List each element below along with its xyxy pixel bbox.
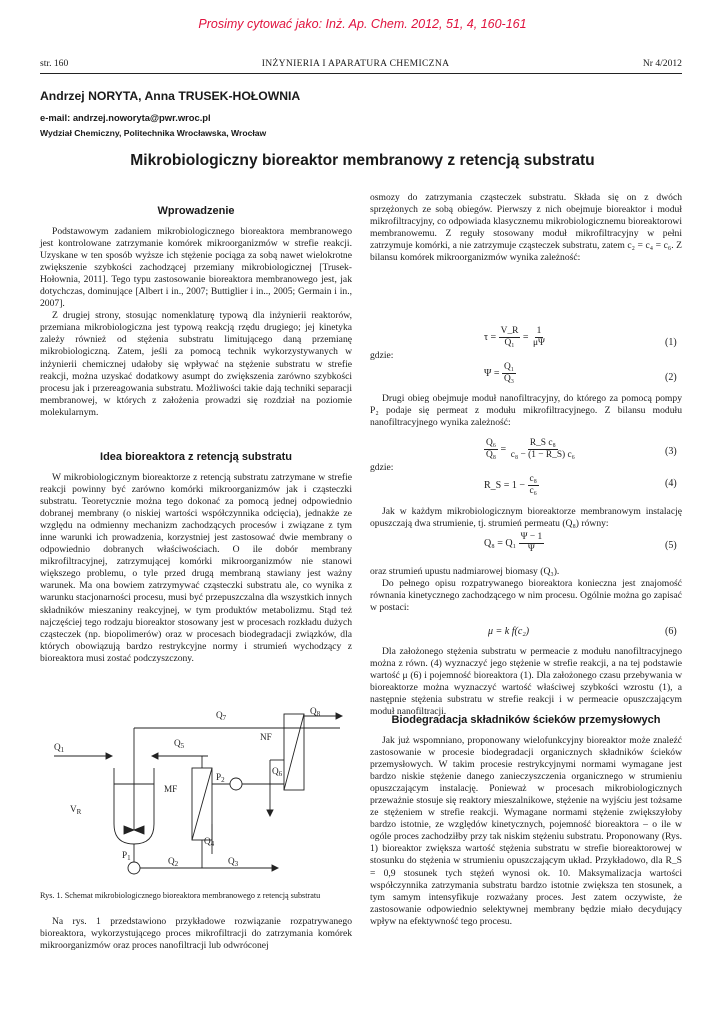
equation-3: $\frac{\text{Q₆}}{\text{Q₈}}$ = $\frac{\text{R\_S c₈}}{\text{c₈ − (1 − R\_S) c₆}}$ (486, 438, 575, 460)
bioreactor-schematic (40, 704, 352, 884)
left-column-idea (40, 472, 352, 665)
equation-5-number: (5) (665, 540, 677, 551)
paragraph-biomass-purge: oraz strumień upustu nadmiarowej biomasy (Q₃). (370, 566, 560, 577)
section-heading-biodegradation: Biodegradacja składników ścieków przemysłowych (391, 714, 661, 726)
right-column-kinetics (370, 566, 682, 614)
arrow-q8-icon (336, 713, 342, 719)
left-column-intro (40, 226, 352, 419)
nf-membrane (284, 714, 304, 790)
paragraph-nf-cycle: Drugi obieg obejmuje moduł nanofiltracyjny, do którego za pomocą pompy P₂ podaje się permeat z modułu mikrofiltracyjnego. Z bilansu modułu nanofiltracyjnego wynika zależność: (370, 393, 682, 429)
right-column-nf (370, 393, 682, 429)
svg-text:Q4: $Q_4$ (204, 836, 215, 848)
label-where-1: gdzie: (370, 350, 394, 361)
svg-text:P2: $P_2$ (216, 772, 225, 784)
equation-1: τ = $\frac{V\_R}{\text{Q₁}}$ = $\frac{1}{\mu\Psi}$ (484, 326, 545, 348)
paragraph-intro-1: Podstawowym zadaniem mikrobiologicznego bioreaktora membranowego jest kontrolowane zatrzymanie komórek mikroorganizmów w strefie reakcji. Uzyskane w ten sposób wyższe ich stężenie pociąga za sobą nawet wielokrotne zwiększenie szybkości zachodzącej przemiany mikrobiologicznej [Trusek-Hołownia, 2011]. Tego typu zastosowanie bioreaktora membranowego jest, jak dotychczas, dominujące [Albert i in., 2007; Buttiglier i in.., 2005; Germain i in., 2007]. (40, 226, 352, 310)
paragraph-biodegradation: Jak już wspomniano, proponowany wielofunkcyjny bioreaktor może znaleźć zastosowanie w procesie biodegradacji organicznych składników ścieków przemysłowych. W takim procesie restrykcyjnymi normami wymagane jest bardzo niskie stężenie danego zanieczyszczenia organicznego w strumieniu opuszczającym instalację. Ponieważ w procesach mikrobiologicznych przeważnie stosuje się reaktory mieszalnikowe, stężenie na wyjściu jest tożsame ze stężeniem w strefie reakcji. Wymagane normami stężenie zwiększyłoby bardzo istotnie, ze względów kinetycznych, pojemność bioreaktora – o ile w ogóle proces zachodziłby przy tak niskim stężeniu substratu. Proponowany (Rys. 1) bioreaktor zwiększa wartość stężenia substratu w strefie bioreaktorowej w stosunku do stężenia w strumieniu opuszczającym układ. Przykładowo, dla R_S = 0,9 stosunek tych stężeń wynosi ok. 10. Maksymalizacja wartości współczynnika zatrzymania substratu bardzo istotnie zwiększa ten stosunek, a tym samym intensyfikuje rozważany proces. Jest zatem oczywiste, że zastosowanie odpowiednio selektywnej membrany będzie miało decydujący wpływ na efektywność tego procesu. (370, 735, 682, 927)
paragraph-design: Dla założonego stężenia substratu w permeacie z modułu nanofiltracyjnego można z równ. (4) wyznaczyć jego stężenie w strefie reakcji, a na tej podstawie wartość μ (6) i pojemność bioreaktora (1). Dla założonego czasu przebywania w bioreaktorze można wyznaczyć wartość właściwej szybkości wzrostu (1), a następnie stężenia substratu w strefie reakcji i w permeacie opuszczającym moduł nanofiltracji. (370, 646, 682, 718)
label-q6: Q (272, 766, 279, 776)
right-column-biodegradation (370, 735, 682, 928)
section-heading-introduction: Wprowadzenie (157, 205, 235, 217)
author-email[interactable]: e-mail: andrzej.noworyta@pwr.wroc.pl (40, 112, 211, 123)
authors: Andrzej NORYTA, Anna TRUSEK-HOŁOWNIA (40, 89, 301, 103)
equation-4: R_S = 1 − $\frac{\text{c₈}}{\text{c₆}}$ (484, 474, 537, 496)
pump-p2-icon (230, 778, 242, 790)
svg-text:Q5: $Q_5$ (174, 738, 185, 750)
equation-2: Ψ = $\frac{\text{Q₁}}{\text{Q₃}}$ (484, 362, 515, 384)
label-q1: Q (54, 742, 61, 752)
paragraph-cycles: osmozy do zatrzymania cząsteczek substratu. Składa się on z dwóch sprzężonych ze sobą obiegów. Pierwszy z nich obejmuje bioreaktor i moduł mikrofiltracyjny, co odpowiada klasycznemu mikrobiologicznemu bioreaktorowi membranowemu. Z reguły stosowany moduł mikrofiltracyjny w pełni zatrzymuje komórki, a nie zatrzymuje cząsteczek substratu, zatem c₂ = c₄ = c₆. Z bilansu komórek mikroorganizmów wynika zależność: (370, 192, 682, 264)
paragraph-idea: W mikrobiologicznym bioreaktorze z retencją substratu zatrzymane w strefie reakcji powinny być zarówno komórki mikroorganizmów jak i cząsteczki substratu. Teoretycznie można tego dokonać za pomocą jednej odpowiednio dobranej membrany (o niskiej wartości współczynnika odcięcia), jednakże ze względu na odmienny mechanizm zachodzących procesów i związane z tym inne warunki ich prowadzenia, korzystniej jest zastosować dwie membrany o odpowiednio dobranych właściwościach. O ile dobór membrany mikrofiltracyjnej, zatrzymującej komórki mikroorganizmów nie stanowi większego problemu, o tyle przed drugą membraną stawiany jest ważny warunek. Ma ona bowiem zatrzymywać cząsteczki substratu ale, co wynika z warunku stacjonarności procesu, musi być przepuszczalna dla wszystkich innych składników mieszaniny reakcyjnej, w tym produktów metabolizmu. Stąd też najczęściej tego rodzaju bioreaktor stosowany jest w procesach rozkładu dużych cząsteczek (np. biopolimerów) oraz w procesach biodegradacji związków, dla których obowiązują bardzo restrykcyjne normy i strumień wychodzący z bioreaktora musi zostać podczyszczony. (40, 472, 352, 664)
label-q7: Q (216, 710, 223, 720)
label-where-2: gdzie: (370, 462, 394, 473)
label-p2: P (216, 772, 222, 782)
svg-text:VR: $V_R$ (70, 804, 82, 816)
mf-membrane (192, 768, 212, 840)
label-q2: Q (168, 856, 175, 866)
label-vr: V (70, 804, 77, 814)
issue-number: Nr 4/2012 (642, 58, 682, 69)
svg-text:Q1: $Q_1$ (54, 742, 65, 754)
label-q5: Q (174, 738, 181, 748)
equation-4-number: (4) (665, 478, 677, 489)
arrow-q6-icon (267, 810, 273, 816)
equation-1-number: (1) (665, 337, 677, 348)
svg-text:P1: $P_1$ (122, 850, 131, 862)
paragraph-kinetics: Do pełnego opisu rozpatrywanego bioreaktora konieczna jest znajomość równania kinetycznego zachodzącego w nim procesu. Ogólnie można go zapisać w postaci: (370, 578, 682, 614)
right-column-top (370, 192, 682, 264)
equation-5: Q₈ = Q₁ $\frac{\Psi - 1}{\Psi}$ (484, 532, 543, 554)
paragraph-intro-2: Z drugiej strony, stosując nomenklaturę typową dla inżynierii reaktorów, przemiana mikrobiologiczna jest typową reakcją rzędu drugiego; jej kinetyka zależy również od stężenia substratu limitującego daną przemianę mikrobiologiczną. Zatem, jeśli za pomocą technik wykorzystywanych w inżynierii chemicznej udałoby się wpływać na stężenie substratu w strefie reakcji, można uzyskać dodatkowy asumpt do zwiększenia zarówno szybkości procesu jak i przereagowania substratu. Możliwości takie dają techniki separacji membranowej, w których z założenia prowadzi się rozdział na poziomie molekularnym. (40, 310, 352, 418)
right-column-streams (370, 506, 682, 530)
label-nf: NF (260, 732, 272, 742)
arrow-q3-icon (272, 865, 278, 871)
svg-text:Q3: $Q_3$ (228, 856, 239, 868)
label-mf: MF (164, 784, 178, 794)
pump-p1-icon (128, 862, 140, 874)
paragraph-figure-description: Na rys. 1 przedstawiono przykładowe rozwiązanie rozpatrywanego bioreaktora, wykorzystującego proces mikrofiltracji do zatrzymania komórek mikroorganizmów oraz proces nanofiltracji lub odwróconej (40, 916, 352, 952)
section-heading-idea: Idea bioreaktora z retencją substratu (100, 451, 292, 463)
label-q4: Q (204, 836, 211, 846)
label-q3: Q (228, 856, 235, 866)
equation-2-number: (2) (665, 372, 677, 383)
affiliation: Wydział Chemiczny, Politechnika Wrocławska, Wrocław (40, 128, 267, 138)
label-p1: P (122, 850, 128, 860)
equation-6: μ = k f(c₂) (488, 626, 530, 637)
journal-name: INŻYNIERIA I APARATURA CHEMICZNA (261, 58, 450, 69)
citation-note: Prosimy cytować jako: Inż. Ap. Chem. 2012, 51, 4, 160-161 (198, 17, 527, 31)
equation-3-number: (3) (665, 446, 677, 457)
arrow-q5-icon (152, 753, 158, 759)
right-column-design (370, 646, 682, 718)
svg-text:Q7: $Q_7$ (216, 710, 227, 722)
svg-text:Q2: $Q_2$ (168, 856, 179, 868)
left-column-figure-text (40, 916, 352, 952)
arrow-q1-icon (106, 753, 112, 759)
header-rule (40, 73, 682, 74)
running-header (40, 58, 682, 69)
paragraph-streams: Jak w każdym mikrobiologicznym bioreaktorze membranowym instalację opuszczają dwa strumienie, tj. strumień permeatu (Q₈) równy: (370, 506, 682, 530)
label-q8: Q (310, 706, 317, 716)
paper-title: Mikrobiologiczny bioreaktor membranowy z retencją substratu (130, 152, 595, 169)
svg-text:Q8: $Q_8$ (310, 706, 321, 718)
page-number: str. 160 (40, 58, 69, 69)
svg-text:Q6: $Q_6$ (272, 766, 283, 778)
figure-caption: Rys. 1. Schemat mikrobiologicznego bioreaktora membranowego z retencją substratu (40, 891, 321, 900)
equation-6-number: (6) (665, 626, 677, 637)
